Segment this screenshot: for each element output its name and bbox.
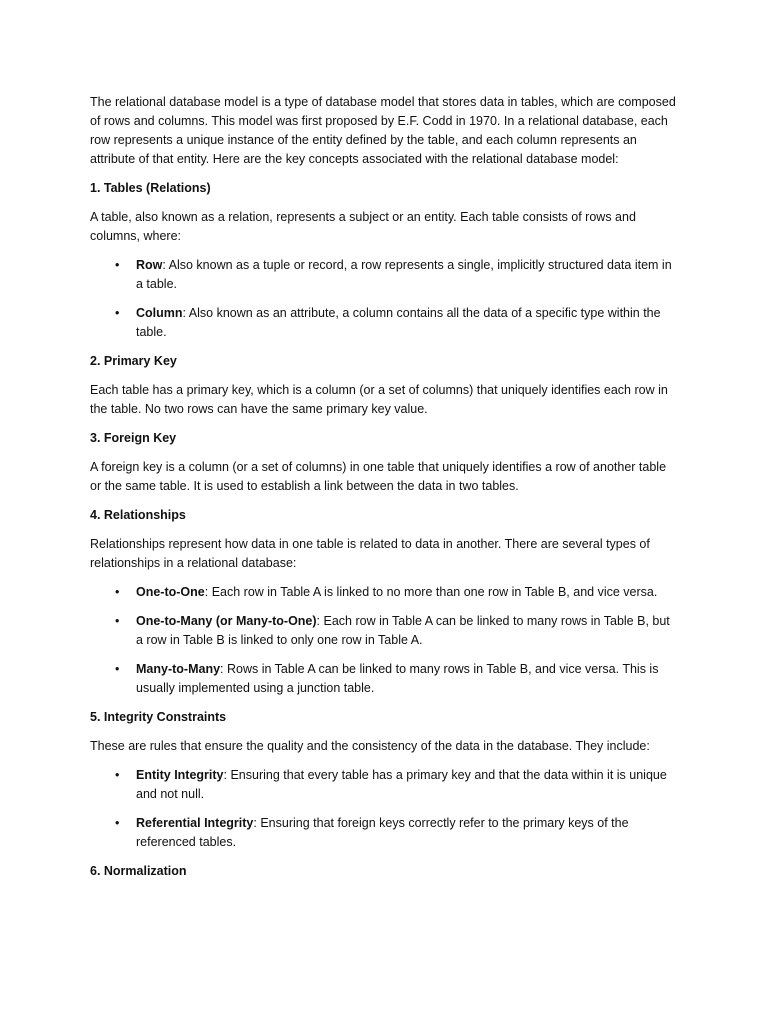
- section-text: Relationships represent how data in one table is related to data in another. There are several types of relationships in a relational database:: [90, 537, 650, 570]
- bullet-text: : Ensuring that every table has a primary key and that the data within it is unique and not null.: [136, 768, 667, 801]
- bullet-list: [90, 256, 678, 342]
- intro-paragraph: The relational database model is a type of database model that stores data in tables, which are composed of rows and columns. This model was first proposed by E.F. Codd in 1970. In a relational database, each row represents a unique instance of the entity defined by the table, and each column represents an attribute of that entity. Here are the key concepts associated with the relational database model:: [90, 95, 676, 166]
- bullet-icon: •: [115, 816, 120, 830]
- bullet-text: : Rows in Table A can be linked to many rows in Table B, and vice versa. This is usually implemented using a junction table.: [136, 662, 659, 695]
- bullet-text: : Each row in Table A is linked to no more than one row in Table B, and vice versa.: [204, 585, 658, 599]
- bullet-icon: •: [115, 614, 120, 628]
- bullet-term: Row: [136, 258, 163, 272]
- section-heading: 5. Integrity Constraints: [90, 710, 227, 724]
- section-text: A table, also known as a relation, represents a subject or an entity. Each table consists of rows and columns, where:: [90, 210, 636, 243]
- bullet-term: One-to-Many (or Many-to-One): [136, 614, 317, 628]
- section-tables: [90, 179, 678, 342]
- section-text: Each table has a primary key, which is a column (or a set of columns) that uniquely identifies each row in the table. No two rows can have the same primary key value.: [90, 383, 668, 416]
- bullet-text: : Also known as a tuple or record, a row represents a single, implicitly structured data item in a table.: [136, 258, 672, 291]
- bullet-icon: •: [115, 585, 120, 599]
- section-primary-key: [90, 352, 678, 419]
- bullet-item: [90, 766, 678, 804]
- section-heading: 1. Tables (Relations): [90, 181, 211, 195]
- section-foreign-key: [90, 429, 678, 496]
- bullet-icon: •: [115, 662, 120, 676]
- bullet-list: [90, 766, 678, 852]
- bullet-item: [90, 304, 678, 342]
- section-heading: 6. Normalization: [90, 864, 187, 878]
- section-heading: 2. Primary Key: [90, 354, 177, 368]
- section-text: A foreign key is a column (or a set of columns) in one table that uniquely identifies a row of another table or the same table. It is used to establish a link between the data in two tables.: [90, 460, 667, 493]
- document-page: [90, 93, 678, 891]
- bullet-term: Many-to-Many: [136, 662, 221, 676]
- bullet-item: [90, 814, 678, 852]
- section-text: These are rules that ensure the quality and the consistency of the data in the database. They include:: [90, 739, 650, 753]
- bullet-list: [90, 583, 678, 698]
- bullet-text: : Also known as an attribute, a column contains all the data of a specific type within the table.: [136, 306, 661, 339]
- section-normalization: [90, 862, 678, 881]
- bullet-icon: •: [115, 306, 120, 320]
- section-integrity-constraints: [90, 708, 678, 852]
- section-heading: 3. Foreign Key: [90, 431, 177, 445]
- bullet-term: One-to-One: [136, 585, 205, 599]
- bullet-text: : Ensuring that foreign keys correctly refer to the primary keys of the referenced tables.: [136, 816, 629, 849]
- bullet-icon: •: [115, 258, 120, 272]
- bullet-icon: •: [115, 768, 120, 782]
- bullet-term: Referential Integrity: [136, 816, 254, 830]
- bullet-item: [90, 660, 678, 698]
- section-relationships: [90, 506, 678, 698]
- bullet-item: [90, 256, 678, 294]
- bullet-text: : Each row in Table A can be linked to many rows in Table B, but a row in Table B is linked to only one row in Table A.: [136, 614, 670, 647]
- bullet-term: Column: [136, 306, 183, 320]
- section-heading: 4. Relationships: [90, 508, 186, 522]
- bullet-term: Entity Integrity: [136, 768, 224, 782]
- bullet-item: [90, 612, 678, 650]
- bullet-item: [90, 583, 678, 602]
